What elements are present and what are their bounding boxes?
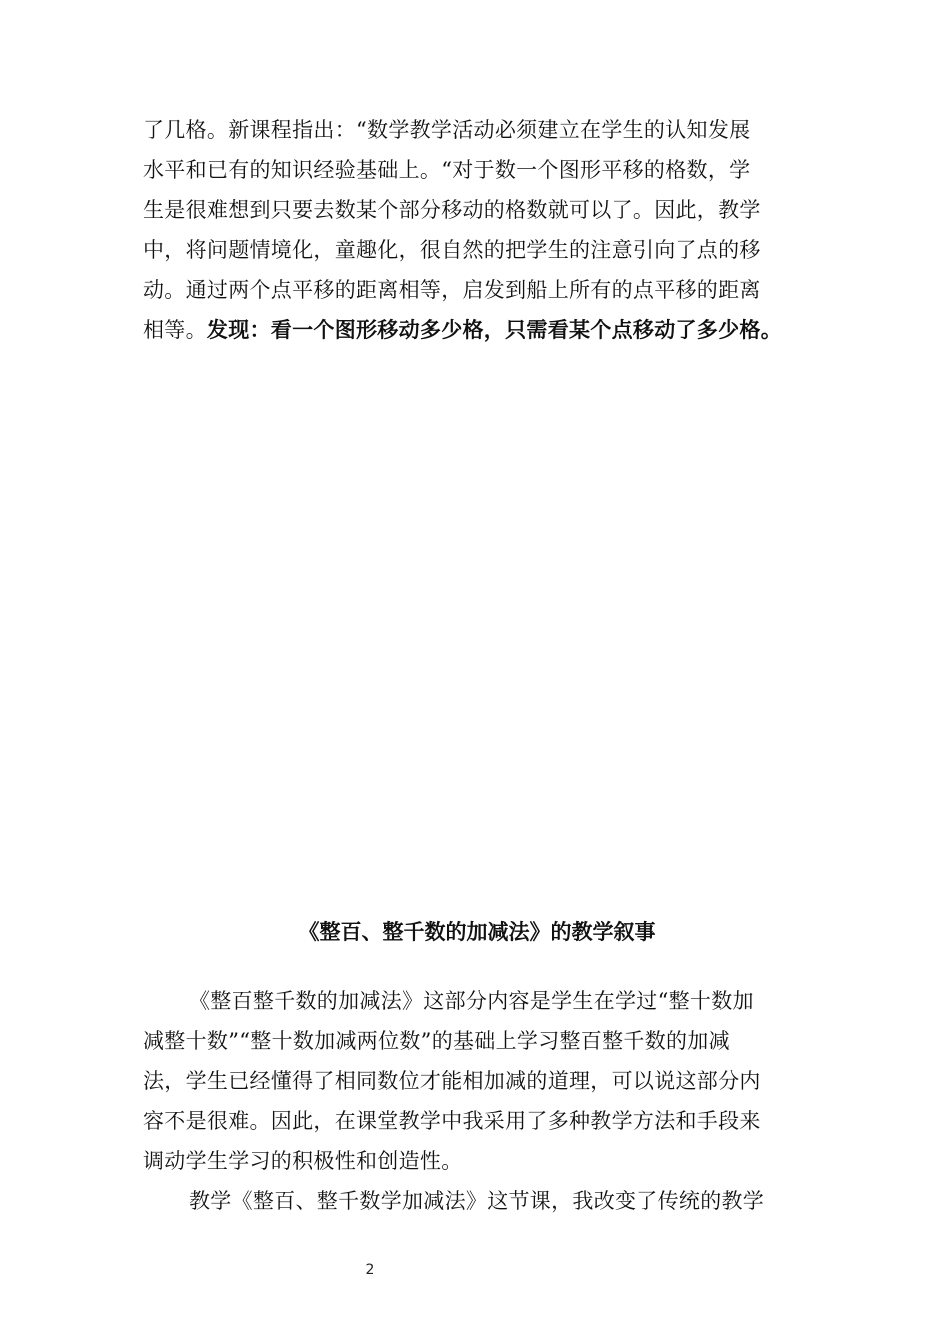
section-title: 《整百、整千数的加减法》的教学叙事 — [298, 920, 656, 944]
paragraph-line: 水平和已有的知识经验基础上。“对于数一个图形平移的格数，学 — [143, 158, 751, 182]
paragraph-line: 教学《整百、整千数学加减法》这节课，我改变了传统的教学 — [189, 1189, 765, 1213]
paragraph-line: 《整百整千数的加减法》这部分内容是学生在学过“整十数加 — [189, 989, 754, 1013]
continuation-paragraph — [143, 110, 811, 350]
paragraph-line: 容不是很难。因此，在课堂教学中我采用了多种教学方法和手段来 — [143, 1109, 761, 1133]
paragraph-last-line — [143, 310, 811, 350]
section-body — [143, 981, 811, 1221]
paragraph-line: 中，将问题情境化，童趣化，很自然的把学生的注意引向了点的移 — [143, 238, 761, 262]
paragraph-line: 调动学生学习的积极性和创造性。 — [143, 1149, 463, 1173]
paragraph-line: 生是很难想到只要去数某个部分移动的格数就可以了。因此，教学 — [143, 198, 761, 222]
page-number: 2 — [365, 1262, 375, 1278]
paragraph-line: 法，学生已经懂得了相同数位才能相加减的道理，可以说这部分内 — [143, 1069, 761, 1093]
paragraph-line: 动。通过两个点平移的距离相等，启发到船上所有的点平移的距离 — [143, 278, 761, 302]
paragraph-line: 减整十数”“整十数加减两位数”的基础上学习整百整千数的加减 — [143, 1029, 730, 1053]
paragraph-line: 了几格。新课程指出：“数学教学活动必须建立在学生的认知发展 — [143, 118, 751, 142]
paragraph-text: 相等。 — [143, 318, 207, 342]
finding-highlight: 发现：看一个图形移动多少格，只需看某个点移动了多少格。 — [206, 318, 783, 342]
